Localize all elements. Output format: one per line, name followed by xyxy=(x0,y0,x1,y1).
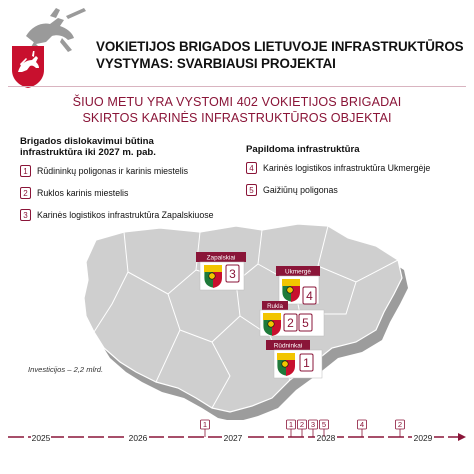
item-label: Karinės logistikos infrastruktūra Zapalskiuose xyxy=(37,210,214,220)
page-title xyxy=(96,38,466,72)
headline xyxy=(0,94,474,126)
svg-text:2025: 2025 xyxy=(31,433,51,443)
timeline-arrow-icon xyxy=(458,433,466,441)
svg-text:2028: 2028 xyxy=(316,433,336,443)
svg-text:4: 4 xyxy=(359,420,365,429)
map-marker-zapalskiai xyxy=(196,252,246,290)
coat-of-arms-icon xyxy=(277,353,295,376)
timeline-year-2027 xyxy=(222,433,244,443)
coat-of-arms-icon xyxy=(263,313,281,336)
investment-note: Investicijos – 2,2 mlrd. xyxy=(28,365,104,374)
timeline-year-2029 xyxy=(412,433,434,443)
timeline-year-2025 xyxy=(31,433,51,443)
timeline-marker-2b xyxy=(396,420,405,437)
title-line-2: VYSTYMAS: SVARBIAUSI PROJEKTAI xyxy=(96,56,336,71)
item-label: Rūdininkų poligonas ir karinis miestelis xyxy=(37,166,189,176)
timeline-year-2026 xyxy=(127,433,149,443)
svg-text:2029: 2029 xyxy=(413,433,433,443)
title-line-1: VOKIETIJOS BRIGADOS LIETUVOJE INFRASTRUKTŪROS xyxy=(96,39,464,54)
svg-text:2027: 2027 xyxy=(223,433,243,443)
svg-text:1: 1 xyxy=(288,420,294,429)
svg-text:2026: 2026 xyxy=(128,433,148,443)
svg-text:2: 2 xyxy=(299,420,305,429)
header-divider xyxy=(8,86,466,87)
list-item xyxy=(246,183,466,197)
svg-text:5: 5 xyxy=(321,420,327,429)
marker-number: 2 xyxy=(287,316,294,330)
item-label: Karinės logistikos infrastruktūra Ukmergėje xyxy=(263,163,431,173)
marker-number: 3 xyxy=(229,267,236,281)
map-marker-ukmerge xyxy=(276,266,320,304)
item-label: Ruklos karinis miestelis xyxy=(37,188,129,198)
marker-number: 1 xyxy=(303,356,310,370)
vytis-coat-of-arms-logo xyxy=(6,6,96,88)
list-item xyxy=(20,186,240,200)
additional-infrastructure-list xyxy=(246,144,466,205)
svg-text:1: 1 xyxy=(202,420,208,429)
required-list-title-line-2: infrastruktūra iki 2027 m. pab. xyxy=(20,147,156,158)
location-label: Zapalskiai xyxy=(206,254,236,262)
timeline-year-2028 xyxy=(315,433,337,443)
headline-line-1: ŠIUO METU YRA VYSTOMI 402 VOKIETIJOS BRIGADAI xyxy=(72,95,402,109)
item-number-badge: 1 xyxy=(20,165,31,177)
location-label: Rūdninkai xyxy=(273,342,303,350)
svg-text:2: 2 xyxy=(397,420,403,429)
item-number-badge: 4 xyxy=(246,162,257,174)
required-list-title xyxy=(20,136,240,158)
lithuania-map xyxy=(0,212,474,420)
required-list-title-line-1: Brigados dislokavimui būtina xyxy=(20,136,154,147)
svg-text:3: 3 xyxy=(310,420,316,429)
location-label: Ukmergė xyxy=(285,268,311,276)
timeline-marker-1a xyxy=(201,420,210,437)
item-label: Gaižiūnų poligonas xyxy=(263,185,338,195)
timeline xyxy=(0,416,474,474)
list-item xyxy=(246,161,466,175)
additional-list-title: Papildoma infrastruktūra xyxy=(246,144,360,155)
item-number-badge: 3 xyxy=(20,209,31,221)
headline-line-2: SKIRTOS KARINĖS INFRASTRUKTŪROS OBJEKTAI xyxy=(82,111,392,125)
marker-number: 4 xyxy=(306,289,313,303)
item-number-badge: 2 xyxy=(20,187,31,199)
timeline-marker-4 xyxy=(358,420,367,437)
location-label: Rukla xyxy=(267,303,283,310)
timeline-marker-1b xyxy=(287,420,296,437)
item-number-badge: 5 xyxy=(246,184,257,196)
list-item xyxy=(20,164,240,178)
coat-of-arms-icon xyxy=(282,279,300,302)
marker-number: 5 xyxy=(302,316,309,330)
coat-of-arms-icon xyxy=(204,265,222,288)
timeline-marker-2a xyxy=(298,420,307,437)
